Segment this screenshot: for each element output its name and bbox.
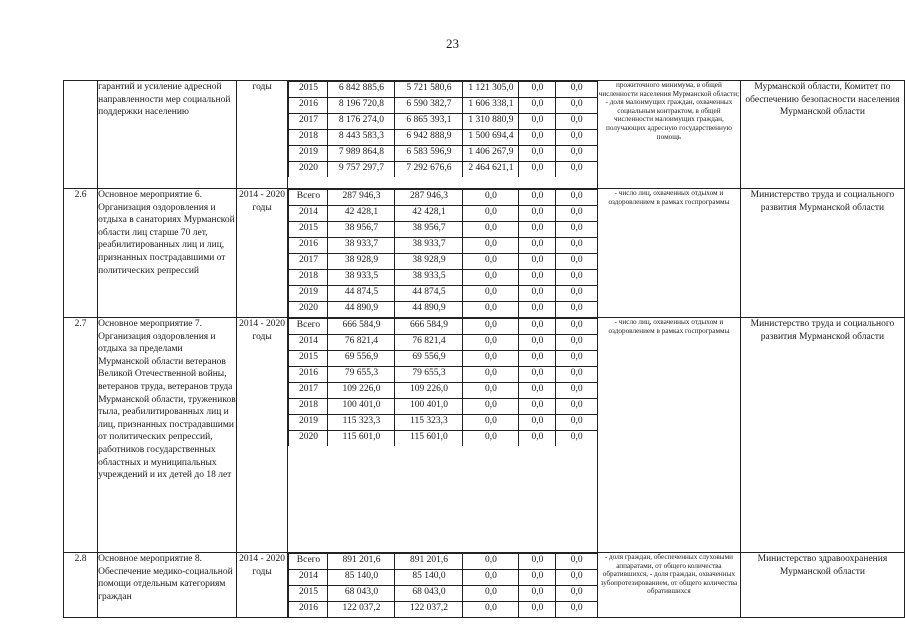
year-cell: 2014 (289, 335, 328, 351)
local-budget-cell: 0,0 (519, 162, 556, 178)
year-cell: 2016 (289, 367, 328, 383)
extrabudget-cell: 0,0 (556, 431, 597, 447)
year-cell: 2015 (289, 586, 328, 602)
federal-budget-cell: 0,0 (463, 238, 519, 254)
year-cell: 2014 (289, 570, 328, 586)
extrabudget-cell: 0,0 (556, 162, 597, 178)
federal-budget-cell: 0,0 (463, 570, 519, 586)
local-budget-cell: 0,0 (519, 114, 556, 130)
total-cell: 8 196 720,8 (328, 98, 395, 114)
regional-budget-cell: 122 037,2 (395, 602, 463, 618)
regional-budget-cell: 666 584,9 (395, 319, 463, 335)
funding-row (289, 146, 597, 162)
funding-table (288, 553, 597, 617)
federal-budget-cell: 2 464 621,1 (463, 162, 519, 178)
funding-row (289, 238, 597, 254)
regional-budget-cell: 38 933,5 (395, 270, 463, 286)
federal-budget-cell: 0,0 (463, 254, 519, 270)
total-cell: 44 890,9 (328, 302, 395, 318)
regional-budget-cell: 5 721 580,6 (395, 82, 463, 98)
total-cell: 68 043,0 (328, 586, 395, 602)
funding-row (289, 351, 597, 367)
federal-budget-cell: 0,0 (463, 302, 519, 318)
local-budget-cell: 0,0 (519, 431, 556, 447)
total-cell: 666 584,9 (328, 319, 395, 335)
regional-budget-cell: 79 655,3 (395, 367, 463, 383)
funding-cell (288, 189, 598, 318)
local-budget-cell: 0,0 (519, 602, 556, 618)
extrabudget-cell: 0,0 (556, 302, 597, 318)
regional-budget-cell: 6 942 888,9 (395, 130, 463, 146)
local-budget-cell: 0,0 (519, 586, 556, 602)
funding-row (289, 570, 597, 586)
year-cell: 2016 (289, 602, 328, 618)
federal-budget-cell: 0,0 (463, 270, 519, 286)
extrabudget-cell: 0,0 (556, 270, 597, 286)
year-cell: Всего (289, 319, 328, 335)
federal-budget-cell: 1 310 880,9 (463, 114, 519, 130)
federal-budget-cell: 1 500 694,4 (463, 130, 519, 146)
funding-row (289, 415, 597, 431)
activity-name: гарантий и усиление адресной направленности мер социальной поддержки населению (98, 81, 237, 189)
year-cell: Всего (289, 190, 328, 206)
local-budget-cell: 0,0 (519, 351, 556, 367)
funding-row (289, 367, 597, 383)
regional-budget-cell: 44 874,5 (395, 286, 463, 302)
program-table (63, 80, 905, 618)
local-budget-cell: 0,0 (519, 254, 556, 270)
year-cell: 2020 (289, 302, 328, 318)
total-cell: 38 933,5 (328, 270, 395, 286)
funding-cell (288, 318, 598, 553)
activity-name: Основное мероприятие 7. Организация оздоровления и отдыха за пределами Мурманской области ветеранов Великой Отечественной войны, ветеранов труда, ветеранов труда Мурманской области, тружеников тыла, реабилитированных лиц и лиц, признанных пострадавшими от политических репрессий, работников государственных областных и муниципальных учреждений и их детей до 18 лет (98, 318, 237, 553)
year-cell: 2018 (289, 130, 328, 146)
total-cell: 38 956,7 (328, 222, 395, 238)
funding-row (289, 254, 597, 270)
funding-cell (288, 553, 598, 618)
extrabudget-cell: 0,0 (556, 367, 597, 383)
federal-budget-cell: 0,0 (463, 367, 519, 383)
funding-row (289, 431, 597, 447)
funding-row (289, 130, 597, 146)
federal-budget-cell: 0,0 (463, 399, 519, 415)
year-cell: 2019 (289, 286, 328, 302)
funding-row (289, 206, 597, 222)
funding-row (289, 383, 597, 399)
total-cell: 287 946,3 (328, 190, 395, 206)
activity-name: Основное мероприятие 8. Обеспечение медико-социальной помощи отдельным категориям граждан (98, 553, 237, 618)
local-budget-cell: 0,0 (519, 130, 556, 146)
extrabudget-cell: 0,0 (556, 206, 597, 222)
total-cell: 7 989 864,8 (328, 146, 395, 162)
row-number: 2.7 (64, 318, 98, 553)
federal-budget-cell: 0,0 (463, 415, 519, 431)
indicator-text: - доля граждан, обеспеченных слуховыми аппаратами, от общего количества обратившихся, - доля граждан, охваченных зубопротезированием, от общего количества обратившихся (597, 553, 740, 618)
federal-budget-cell: 0,0 (463, 554, 519, 570)
federal-budget-cell: 0,0 (463, 319, 519, 335)
local-budget-cell: 0,0 (519, 82, 556, 98)
row-number: 2.8 (64, 553, 98, 618)
federal-budget-cell: 1 406 267,9 (463, 146, 519, 162)
local-budget-cell: 0,0 (519, 98, 556, 114)
activity-name: Основное мероприятие 6. Организация оздоровления и отдыха в санаториях Мурманской области лиц старше 70 лет, реабилитированных лиц и лиц, признанных пострадавшими от политических репрессий (98, 189, 237, 318)
period: 2014 - 2020 годы (236, 189, 288, 318)
extrabudget-cell: 0,0 (556, 602, 597, 618)
funding-table (288, 81, 597, 177)
federal-budget-cell: 0,0 (463, 286, 519, 302)
indicator-text: - число лиц, охваченных отдыхом и оздоровлением в рамках госпрограммы (597, 189, 740, 318)
funding-table (288, 318, 597, 446)
total-cell: 8 176 274,0 (328, 114, 395, 130)
extrabudget-cell: 0,0 (556, 570, 597, 586)
extrabudget-cell: 0,0 (556, 130, 597, 146)
extrabudget-cell: 0,0 (556, 286, 597, 302)
table-row (64, 189, 905, 318)
regional-budget-cell: 100 401,0 (395, 399, 463, 415)
regional-budget-cell: 85 140,0 (395, 570, 463, 586)
extrabudget-cell: 0,0 (556, 82, 597, 98)
local-budget-cell: 0,0 (519, 319, 556, 335)
extrabudget-cell: 0,0 (556, 238, 597, 254)
funding-row (289, 302, 597, 318)
extrabudget-cell: 0,0 (556, 335, 597, 351)
regional-budget-cell: 69 556,9 (395, 351, 463, 367)
total-cell: 8 443 583,3 (328, 130, 395, 146)
extrabudget-cell: 0,0 (556, 254, 597, 270)
year-cell: 2020 (289, 431, 328, 447)
year-cell: 2014 (289, 206, 328, 222)
local-budget-cell: 0,0 (519, 399, 556, 415)
period: 2014 - 2020 годы (236, 318, 288, 553)
funding-row (289, 98, 597, 114)
local-budget-cell: 0,0 (519, 286, 556, 302)
year-cell: 2015 (289, 351, 328, 367)
local-budget-cell: 0,0 (519, 222, 556, 238)
local-budget-cell: 0,0 (519, 190, 556, 206)
executor: Министерство труда и социального развития Мурманской области (740, 189, 904, 318)
funding-cell (288, 81, 598, 189)
local-budget-cell: 0,0 (519, 238, 556, 254)
local-budget-cell: 0,0 (519, 367, 556, 383)
row-number (64, 81, 98, 189)
local-budget-cell: 0,0 (519, 570, 556, 586)
funding-row (289, 554, 597, 570)
total-cell: 38 933,7 (328, 238, 395, 254)
local-budget-cell: 0,0 (519, 335, 556, 351)
total-cell: 109 226,0 (328, 383, 395, 399)
year-cell: 2018 (289, 270, 328, 286)
funding-row (289, 190, 597, 206)
regional-budget-cell: 7 292 676,6 (395, 162, 463, 178)
funding-row (289, 602, 597, 618)
table-row (64, 553, 905, 618)
total-cell: 115 323,3 (328, 415, 395, 431)
extrabudget-cell: 0,0 (556, 586, 597, 602)
page-number: 23 (446, 36, 459, 51)
federal-budget-cell: 1 121 305,0 (463, 82, 519, 98)
total-cell: 122 037,2 (328, 602, 395, 618)
extrabudget-cell: 0,0 (556, 399, 597, 415)
year-cell: 2019 (289, 415, 328, 431)
regional-budget-cell: 68 043,0 (395, 586, 463, 602)
funding-row (289, 319, 597, 335)
total-cell: 38 928,9 (328, 254, 395, 270)
year-cell: 2018 (289, 399, 328, 415)
funding-row (289, 114, 597, 130)
regional-budget-cell: 6 583 596,9 (395, 146, 463, 162)
indicator-text: прожиточного минимума, в общей численности населения Мурманской области; - доля малоимущих граждан, охваченных социальным контрактом, в общей численности малоимущих граждан, получающих адресную государственную помощь (597, 81, 740, 189)
total-cell: 79 655,3 (328, 367, 395, 383)
extrabudget-cell: 0,0 (556, 114, 597, 130)
local-budget-cell: 0,0 (519, 270, 556, 286)
executor: Министерство труда и социального развития Мурманской области (740, 318, 904, 553)
extrabudget-cell: 0,0 (556, 319, 597, 335)
period: годы (236, 81, 288, 189)
extrabudget-cell: 0,0 (556, 190, 597, 206)
total-cell: 100 401,0 (328, 399, 395, 415)
extrabudget-cell: 0,0 (556, 146, 597, 162)
year-cell: 2015 (289, 82, 328, 98)
year-cell: 2015 (289, 222, 328, 238)
funding-row (289, 586, 597, 602)
total-cell: 115 601,0 (328, 431, 395, 447)
federal-budget-cell: 0,0 (463, 431, 519, 447)
total-cell: 85 140,0 (328, 570, 395, 586)
regional-budget-cell: 109 226,0 (395, 383, 463, 399)
row-number: 2.6 (64, 189, 98, 318)
executor: Министерство здравоохранения Мурманской области (740, 553, 904, 618)
regional-budget-cell: 42 428,1 (395, 206, 463, 222)
regional-budget-cell: 38 928,9 (395, 254, 463, 270)
local-budget-cell: 0,0 (519, 415, 556, 431)
regional-budget-cell: 6 590 382,7 (395, 98, 463, 114)
federal-budget-cell: 0,0 (463, 602, 519, 618)
federal-budget-cell: 1 606 338,1 (463, 98, 519, 114)
year-cell: Всего (289, 554, 328, 570)
total-cell: 42 428,1 (328, 206, 395, 222)
extrabudget-cell: 0,0 (556, 415, 597, 431)
funding-row (289, 222, 597, 238)
local-budget-cell: 0,0 (519, 206, 556, 222)
executor: Мурманской области, Комитет по обеспечению безопасности населения Мурманской области (740, 81, 904, 189)
regional-budget-cell: 38 933,7 (395, 238, 463, 254)
table-row (64, 81, 905, 189)
year-cell: 2016 (289, 238, 328, 254)
year-cell: 2017 (289, 114, 328, 130)
year-cell: 2019 (289, 146, 328, 162)
year-cell: 2017 (289, 254, 328, 270)
federal-budget-cell: 0,0 (463, 335, 519, 351)
regional-budget-cell: 891 201,6 (395, 554, 463, 570)
total-cell: 76 821,4 (328, 335, 395, 351)
local-budget-cell: 0,0 (519, 554, 556, 570)
funding-row (289, 335, 597, 351)
total-cell: 9 757 297,7 (328, 162, 395, 178)
regional-budget-cell: 44 890,9 (395, 302, 463, 318)
local-budget-cell: 0,0 (519, 383, 556, 399)
regional-budget-cell: 6 865 393,1 (395, 114, 463, 130)
table-row (64, 318, 905, 553)
total-cell: 69 556,9 (328, 351, 395, 367)
extrabudget-cell: 0,0 (556, 383, 597, 399)
extrabudget-cell: 0,0 (556, 98, 597, 114)
total-cell: 44 874,5 (328, 286, 395, 302)
year-cell: 2017 (289, 383, 328, 399)
total-cell: 6 842 885,6 (328, 82, 395, 98)
regional-budget-cell: 115 323,3 (395, 415, 463, 431)
funding-row (289, 399, 597, 415)
year-cell: 2016 (289, 98, 328, 114)
regional-budget-cell: 115 601,0 (395, 431, 463, 447)
funding-row (289, 286, 597, 302)
regional-budget-cell: 76 821,4 (395, 335, 463, 351)
local-budget-cell: 0,0 (519, 146, 556, 162)
indicator-text: - число лиц, охваченных отдыхом и оздоровлением в рамках госпрограммы (597, 318, 740, 553)
funding-table (288, 189, 597, 317)
local-budget-cell: 0,0 (519, 302, 556, 318)
federal-budget-cell: 0,0 (463, 206, 519, 222)
funding-row (289, 270, 597, 286)
funding-row (289, 162, 597, 178)
period: 2014 - 2020 годы (236, 553, 288, 618)
federal-budget-cell: 0,0 (463, 190, 519, 206)
regional-budget-cell: 287 946,3 (395, 190, 463, 206)
extrabudget-cell: 0,0 (556, 351, 597, 367)
regional-budget-cell: 38 956,7 (395, 222, 463, 238)
year-cell: 2020 (289, 162, 328, 178)
extrabudget-cell: 0,0 (556, 222, 597, 238)
federal-budget-cell: 0,0 (463, 586, 519, 602)
federal-budget-cell: 0,0 (463, 222, 519, 238)
funding-row (289, 82, 597, 98)
federal-budget-cell: 0,0 (463, 383, 519, 399)
extrabudget-cell: 0,0 (556, 554, 597, 570)
federal-budget-cell: 0,0 (463, 351, 519, 367)
total-cell: 891 201,6 (328, 554, 395, 570)
